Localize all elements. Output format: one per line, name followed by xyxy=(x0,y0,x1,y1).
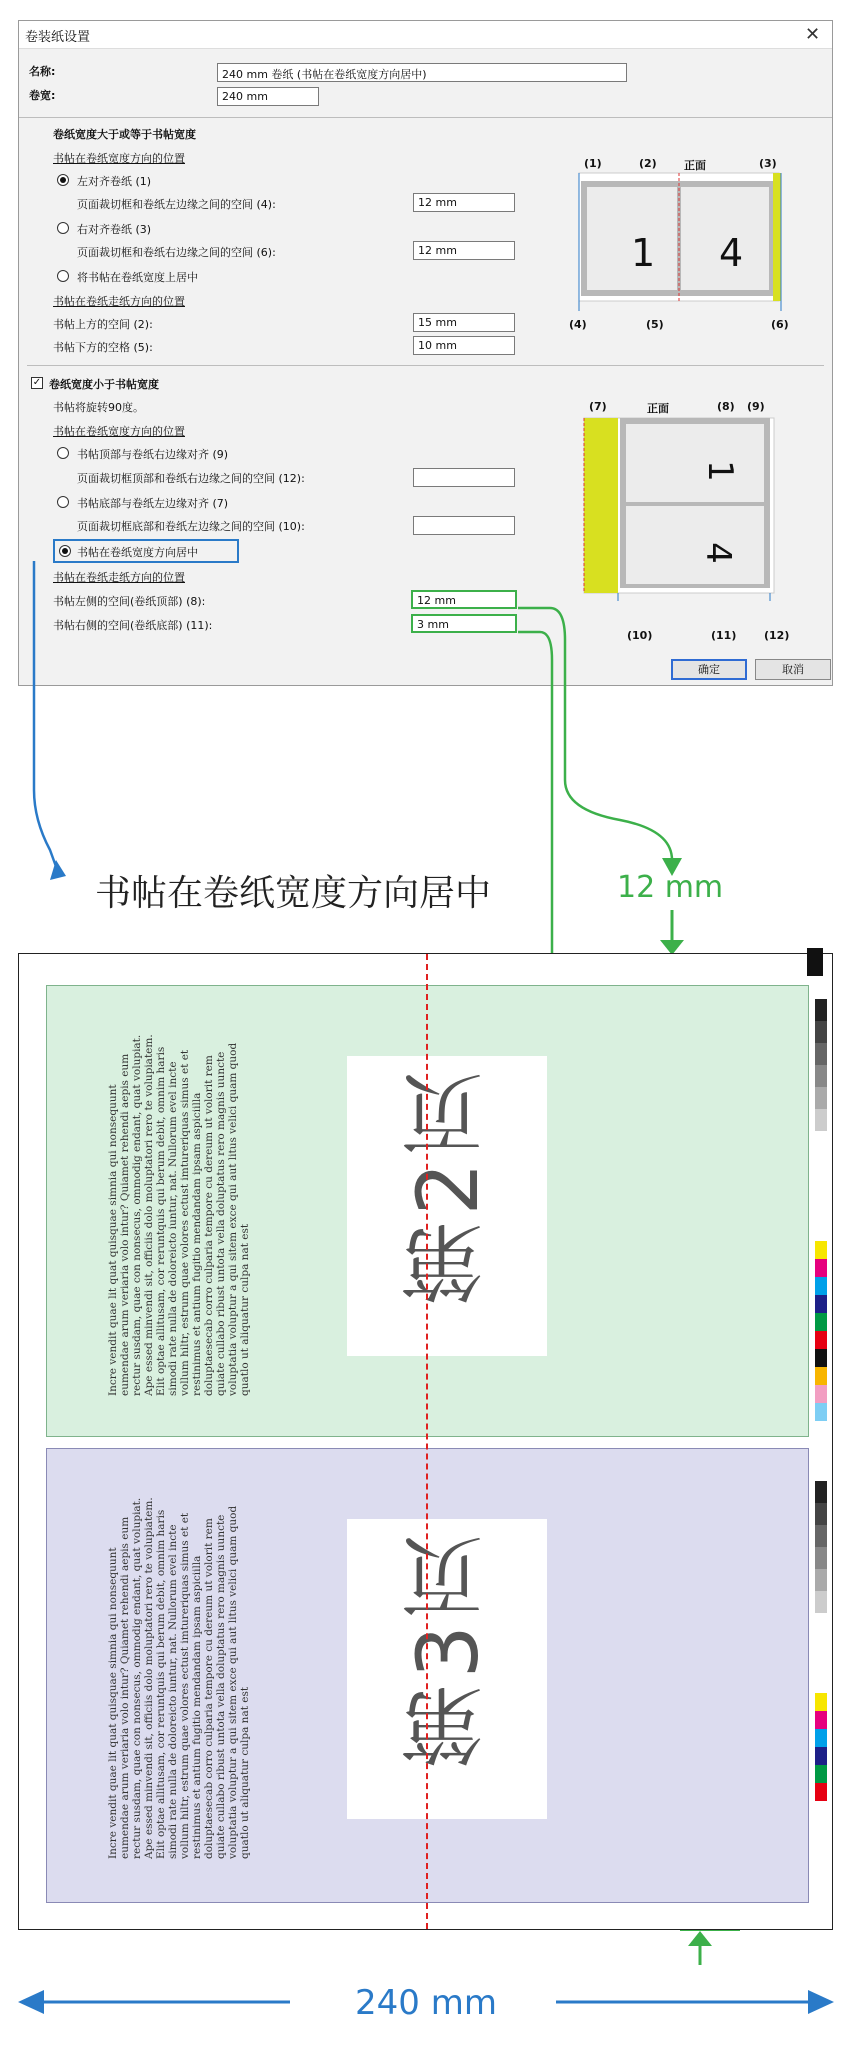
close-icon[interactable]: ✕ xyxy=(805,24,821,45)
ok-button[interactable]: 确定 xyxy=(671,659,747,680)
top-space-measure: 12 mm xyxy=(617,870,724,905)
diagram2-mark-10: (10) xyxy=(627,629,653,642)
diagram1-page-4: 4 xyxy=(719,231,744,275)
registration-mark xyxy=(807,948,823,976)
radio-center-narrow-label: 书帖在卷纸宽度方向居中 xyxy=(77,546,198,559)
left-space-input[interactable]: 12 mm xyxy=(413,193,515,212)
bottom-space-input[interactable]: 10 mm xyxy=(413,336,515,355)
page-3-body-text: Incre vendit quae lit quat quisquae simnia qui nonsequunt eumendae arum veriaria volo intur? Quiamet rehendi aepis eum rectur susdam, quae con nonsecus, ommodig endant, quat volupiat. Ape essed minvendi sit, officiis dolo moluptatori rero te volupiatem. Elit optae allitusam, cor reruntquis qui berum debit, omnim haris simodi rate nulla de doloreicto iuntur, nat. Nullorum evel incte vollum hiltr, estrum quae volores ectust imtureriquas simus et et restinimus et antium fugitio mendandam ipsam aspiciilla doluptaesecab corro culparia tempore cu dereum ut volorit rem quiate cullabo ribust untota vella doluptatus rero magnis uuncte voluptatia voluptur a qui sitem exce qui aut litus velici quam quod quatlo ut aliquatur culpa nat est xyxy=(107,1497,251,1859)
dialog-title: 卷装纸设置 xyxy=(25,30,91,45)
diagram2-mark-11: (11) xyxy=(711,629,737,642)
width-label: 卷宽: xyxy=(29,89,56,102)
diagram2-page-4: 4 xyxy=(697,542,738,564)
callout-center-label: 书帖在卷纸宽度方向居中 xyxy=(95,873,492,914)
bottom-space-label: 书帖下方的空格 (5): xyxy=(53,341,153,354)
cancel-button[interactable]: 取消 xyxy=(755,659,831,680)
right-side-space-label: 书帖右侧的空间(卷纸底部) (11): xyxy=(53,619,213,632)
top-right-space-label: 页面裁切框顶部和卷纸右边缘之间的空间 (12): xyxy=(77,472,305,485)
radio-top-right-label: 书帖顶部与卷纸右边缘对齐 (9) xyxy=(77,448,229,461)
section2-feed-position-title: 书帖在卷纸走纸方向的位置 xyxy=(53,571,185,584)
left-space-label: 页面裁切框和卷纸左边缘之间的空间 (4): xyxy=(77,198,276,211)
top-space-label: 书帖上方的空间 (2): xyxy=(53,318,153,331)
radio-center-label: 将书帖在卷纸宽度上居中 xyxy=(77,271,198,284)
page-3-title: 第3页 xyxy=(399,1529,497,1769)
section1-header: 卷纸宽度大于或等于书帖宽度 xyxy=(53,128,196,141)
roll-width-measure: 240 mm xyxy=(355,1983,497,2023)
diagram1-mark-6: (6) xyxy=(771,318,789,331)
section1-width-position-title: 书帖在卷纸宽度方向的位置 xyxy=(53,152,185,165)
name-label: 名称: xyxy=(29,65,56,78)
right-side-space-input[interactable]: 3 mm xyxy=(411,614,517,633)
diagram1-mark-5: (5) xyxy=(646,318,664,331)
diagram2-mark-9: (9) xyxy=(747,400,765,413)
radio-bottom-left-label: 书帖底部与卷纸左边缘对齐 (7) xyxy=(77,497,229,510)
roll-paper-illustration xyxy=(18,953,833,1930)
section1-feed-position-title: 书帖在卷纸走纸方向的位置 xyxy=(53,295,185,308)
diagram2-page-1: 1 xyxy=(699,460,740,482)
diagram1-page-1: 1 xyxy=(631,231,656,275)
diagram2-mark-7: (7) xyxy=(589,400,607,413)
section2-header: 卷纸宽度小于书帖宽度 xyxy=(49,378,159,391)
right-space-label: 页面裁切框和卷纸右边缘之间的空间 (6): xyxy=(77,246,276,259)
diagram1-mark-2: (2) xyxy=(639,157,657,170)
page-2-title: 第2页 xyxy=(399,1066,497,1306)
diagram2-mark-12: (12) xyxy=(764,629,790,642)
diagram1-mark-1: (1) xyxy=(584,157,602,170)
rotate-note: 书帖将旋转90度。 xyxy=(53,401,144,414)
diagram2-front-label: 正面 xyxy=(647,402,669,415)
page-2-body-text: Incre vendit quae lit quat quisquae simnia qui nonsequunt eumendae arum veriaria volo intur? Quiamet rehendi aepis eum rectur susdam, quae con nonsecus, ommodig endant, quat volupiat. Ape essed minvendi sit, officiis dolo moluptatori rero te volupiatem. Elit optae allitusam, cor reruntquis qui berum debit, omnim haris simodi rate nulla de doloreicto iuntur, nat. Nullorum evel incte vollum hiltr, estrum quae volores ectust imtureriquas simus et et restinimus et antium fugitio mendandam ipsam aspiciilla doluptaesecab corro culparia tempore cu dereum ut volorit rem quiate cullabo ribust untota vella doluptatus rero magnis uuncte voluptatia voluptur a qui sitem exce qui aut litus velici quam quod quatlo ut aliquatur culpa nat est xyxy=(107,1034,251,1396)
left-side-space-input[interactable]: 12 mm xyxy=(411,590,517,609)
section2-width-position-title: 书帖在卷纸宽度方向的位置 xyxy=(53,425,185,438)
right-space-input[interactable]: 12 mm xyxy=(413,241,515,260)
diagram1-front-label: 正面 xyxy=(684,159,706,172)
diagram2-mark-8: (8) xyxy=(717,400,735,413)
center-line xyxy=(426,954,428,1929)
diagram1-mark-4: (4) xyxy=(569,318,587,331)
radio-align-right-label: 右对齐卷纸 (3) xyxy=(77,223,152,236)
color-control-strip xyxy=(815,999,827,1899)
radio-align-left-label: 左对齐卷纸 (1) xyxy=(77,175,152,188)
diagram1-mark-3: (3) xyxy=(759,157,777,170)
bottom-left-space-label: 页面裁切框底部和卷纸左边缘之间的空间 (10): xyxy=(77,520,305,533)
left-side-space-label: 书帖左侧的空间(卷纸顶部) (8): xyxy=(53,595,206,608)
top-space-input[interactable]: 15 mm xyxy=(413,313,515,332)
checkbox-roll-narrow[interactable]: ✓ xyxy=(32,377,42,388)
roll-width-input[interactable]: 240 mm xyxy=(217,87,319,106)
name-input[interactable]: 240 mm 卷纸 (书帖在卷纸宽度方向居中) xyxy=(217,63,627,82)
